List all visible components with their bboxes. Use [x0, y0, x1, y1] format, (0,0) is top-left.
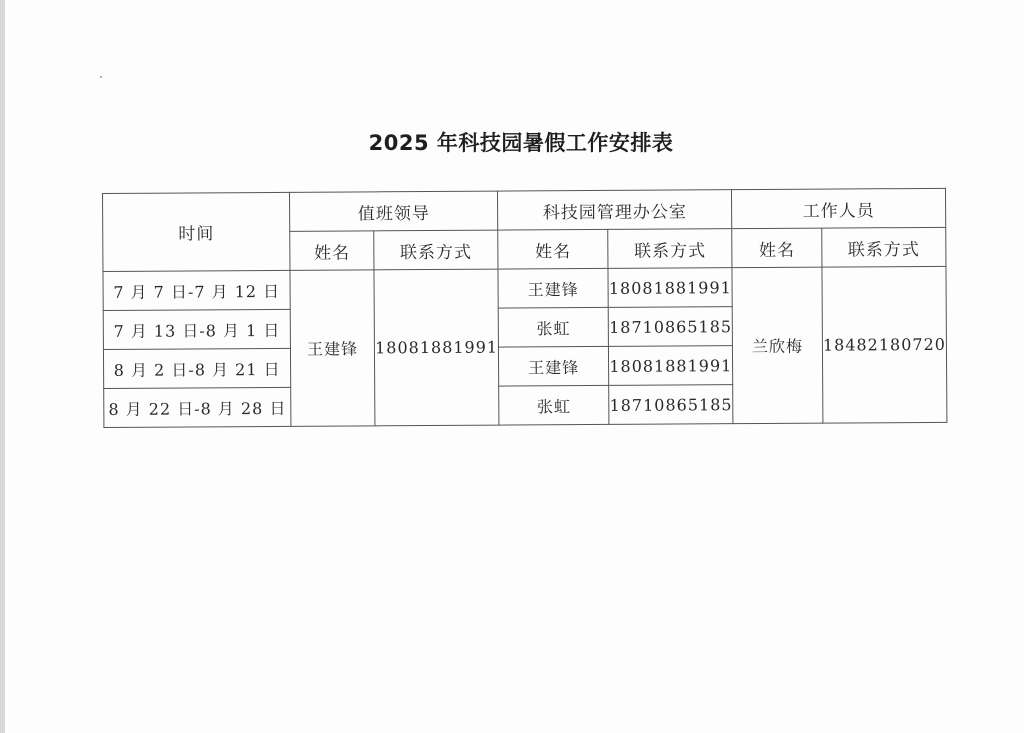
time-cell: 8 月 2 日-8 月 21 日: [103, 348, 290, 388]
time-cell: 7 月 7 日-7 月 12 日: [103, 270, 290, 310]
office-phone-cell: 18081881991: [609, 346, 733, 386]
header-staff-contact: 联系方式: [822, 227, 946, 267]
header-leader-group: 值班领导: [290, 191, 498, 231]
scan-speck: [100, 76, 102, 78]
schedule-table: [102, 188, 947, 428]
office-phone-cell: 18710865185: [609, 385, 733, 425]
header-staff-name: 姓名: [732, 228, 822, 268]
office-phone-cell: 18710865185: [608, 307, 732, 347]
office-name-cell: 张虹: [499, 385, 609, 425]
header-office-contact: 联系方式: [608, 229, 732, 269]
leader-name-cell: 王建锋: [290, 270, 375, 427]
header-time: 时间: [103, 192, 291, 271]
header-row-groups: [103, 188, 946, 232]
staff-phone-cell: 18482180720: [822, 266, 947, 423]
time-cell: 7 月 13 日-8 月 1 日: [103, 309, 290, 349]
header-office-group: 科技园管理办公室: [498, 190, 732, 230]
office-name-cell: 王建锋: [498, 268, 608, 308]
office-name-cell: 王建锋: [499, 346, 609, 386]
header-leader-name: 姓名: [290, 231, 374, 271]
office-phone-cell: 18081881991: [608, 268, 732, 308]
table-row: [103, 266, 946, 310]
header-leader-contact: 联系方式: [374, 230, 498, 270]
scan-edge: [0, 0, 5, 733]
header-staff-group: 工作人员: [732, 188, 946, 228]
time-cell: 8 月 22 日-8 月 28 日: [104, 387, 291, 427]
staff-name-cell: 兰欣梅: [732, 267, 823, 424]
header-office-name: 姓名: [498, 229, 608, 269]
document-title: 2025 年科技园暑假工作安排表: [368, 131, 674, 155]
leader-phone-cell: 18081881991: [374, 269, 499, 426]
office-name-cell: 张虹: [498, 307, 608, 347]
